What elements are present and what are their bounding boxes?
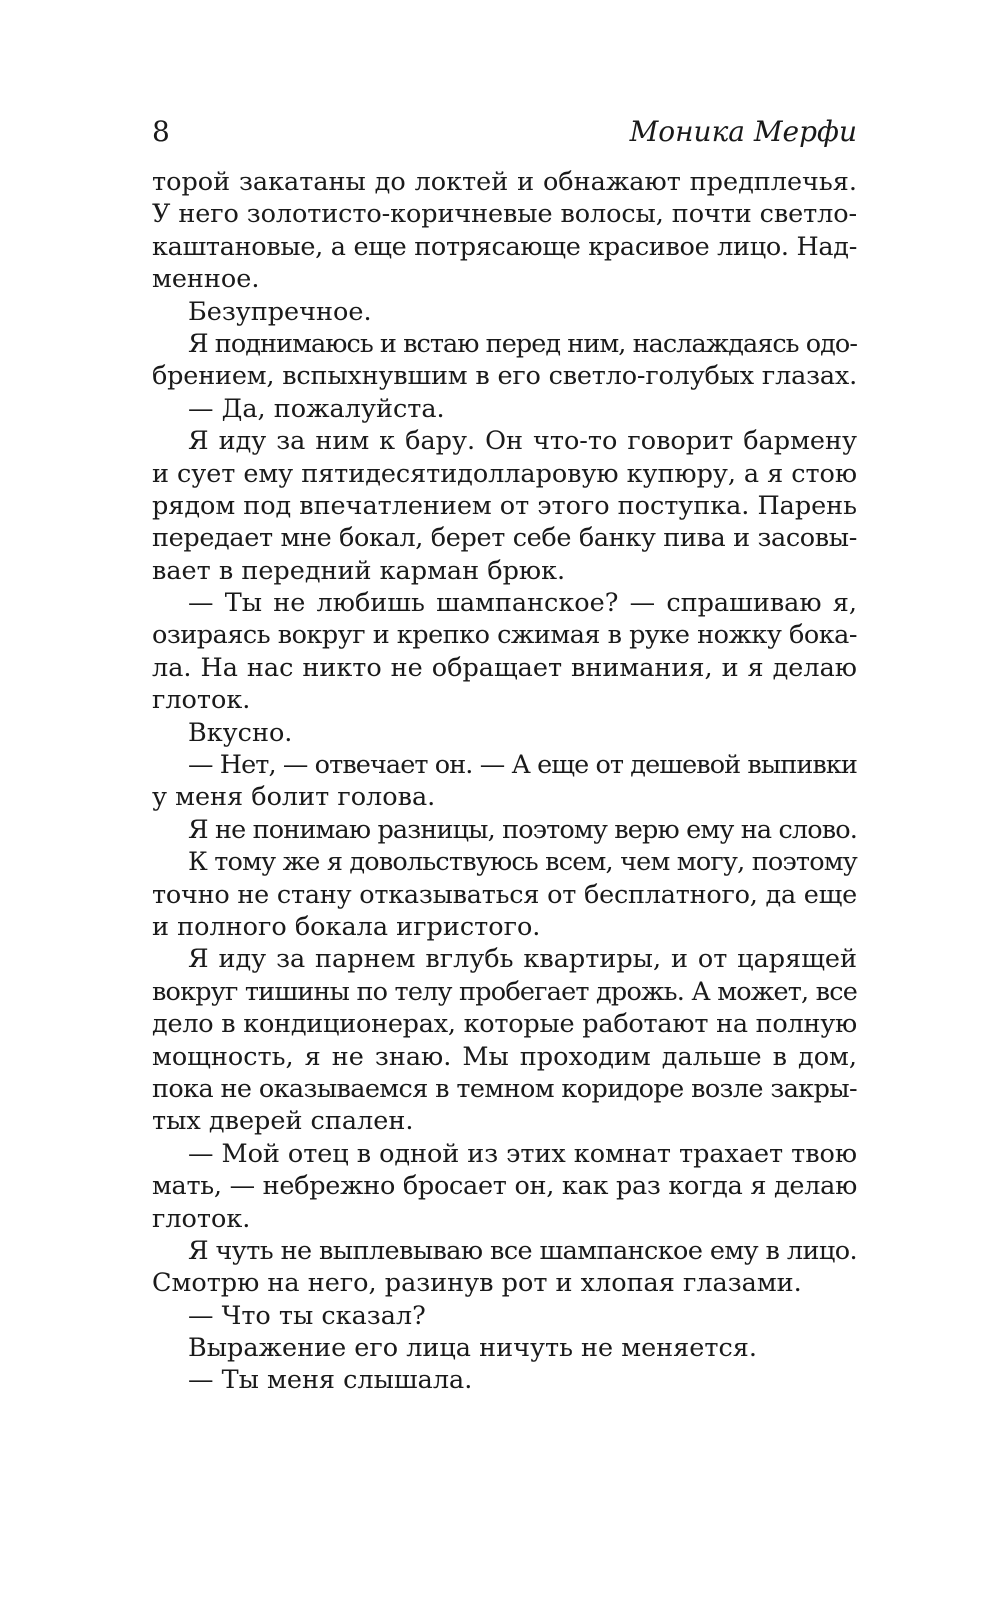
- text-line: каштановые, а еще потрясающе красивое лицо. Над-: [152, 231, 857, 262]
- text-line: у меня болит голова.: [152, 782, 436, 813]
- text-line: Смотрю на него, разинув рот и хлопая глазами.: [152, 1268, 802, 1299]
- text-line: — Что ты сказал?: [188, 1300, 426, 1331]
- text-line: вает в передний карман брюк.: [152, 555, 566, 586]
- body-text: [152, 166, 857, 1397]
- text-line: мощность, я не знаю. Мы проходим дальше в дом,: [152, 1041, 857, 1072]
- text-line: мать, — небрежно бросает он, как раз когда я делаю: [152, 1171, 857, 1202]
- text-line: Я не понимаю разницы, поэтому верю ему на слово.: [188, 814, 857, 845]
- text-line: — Ты меня слышала.: [188, 1365, 473, 1396]
- text-line: передает мне бокал, берет себе банку пива и засовы-: [152, 523, 857, 554]
- text-line: вокруг тишины по телу пробегает дрожь. А может, все: [152, 976, 857, 1007]
- text-line: Вкусно.: [188, 717, 293, 748]
- text-line: точно не стану отказываться от бесплатного, да еще: [152, 879, 858, 910]
- text-line: Безупречное.: [188, 296, 372, 327]
- text-line: У него золотисто-коричневые волосы, почти светло-: [152, 199, 857, 230]
- text-line: — Да, пожалуйста.: [188, 393, 445, 424]
- text-line: пока не оказываемся в темном коридоре возле закры-: [152, 1073, 857, 1104]
- text-line: — Нет, — отвечает он. — А еще от дешевой выпивки: [188, 750, 857, 781]
- text-line: брением, вспыхнувшим в его светло-голубых глазах.: [152, 361, 857, 392]
- text-line: ла. На нас никто не обращает внимания, и я делаю: [152, 652, 857, 683]
- text-line: Я иду за ним к бару. Он что-то говорит бармену: [188, 426, 857, 457]
- text-line: Я поднимаюсь и встаю перед ним, наслаждаясь одо-: [188, 328, 857, 359]
- page-header: [152, 112, 857, 152]
- text-line: рядом под впечатлением от этого поступка. Парень: [152, 490, 857, 521]
- text-line: озираясь вокруг и крепко сжимая в руке ножку бока-: [152, 620, 857, 651]
- text-line: — Мой отец в одной из этих комнат трахает твою: [188, 1138, 857, 1169]
- text-line: менное.: [152, 264, 260, 295]
- text-line: — Ты не любишь шампанское? — спрашиваю я,: [188, 588, 857, 619]
- text-line: Выражение его лица ничуть не меняется.: [188, 1333, 757, 1364]
- text-line: дело в кондиционерах, которые работают на полную: [152, 1009, 857, 1040]
- text-line: торой закатаны до локтей и обнажают предплечья.: [152, 167, 857, 197]
- text-line: глоток.: [152, 1203, 251, 1234]
- text-line: и сует ему пятидесятидолларовую купюру, а я стою: [152, 458, 857, 489]
- text-line: глоток.: [152, 685, 251, 716]
- text-line: К тому же я довольствуюсь всем, чем могу, поэтому: [188, 847, 857, 878]
- text-line: Я чуть не выплевываю все шампанское ему в лицо.: [188, 1235, 857, 1266]
- text-line: Я иду за парнем вглубь квартиры, и от царящей: [188, 944, 857, 975]
- text-line: и полного бокала игристого.: [152, 911, 541, 942]
- running-title: Моника Мерфи: [629, 115, 857, 148]
- text-line: тых дверей спален.: [152, 1106, 414, 1137]
- page-number: 8: [152, 115, 170, 148]
